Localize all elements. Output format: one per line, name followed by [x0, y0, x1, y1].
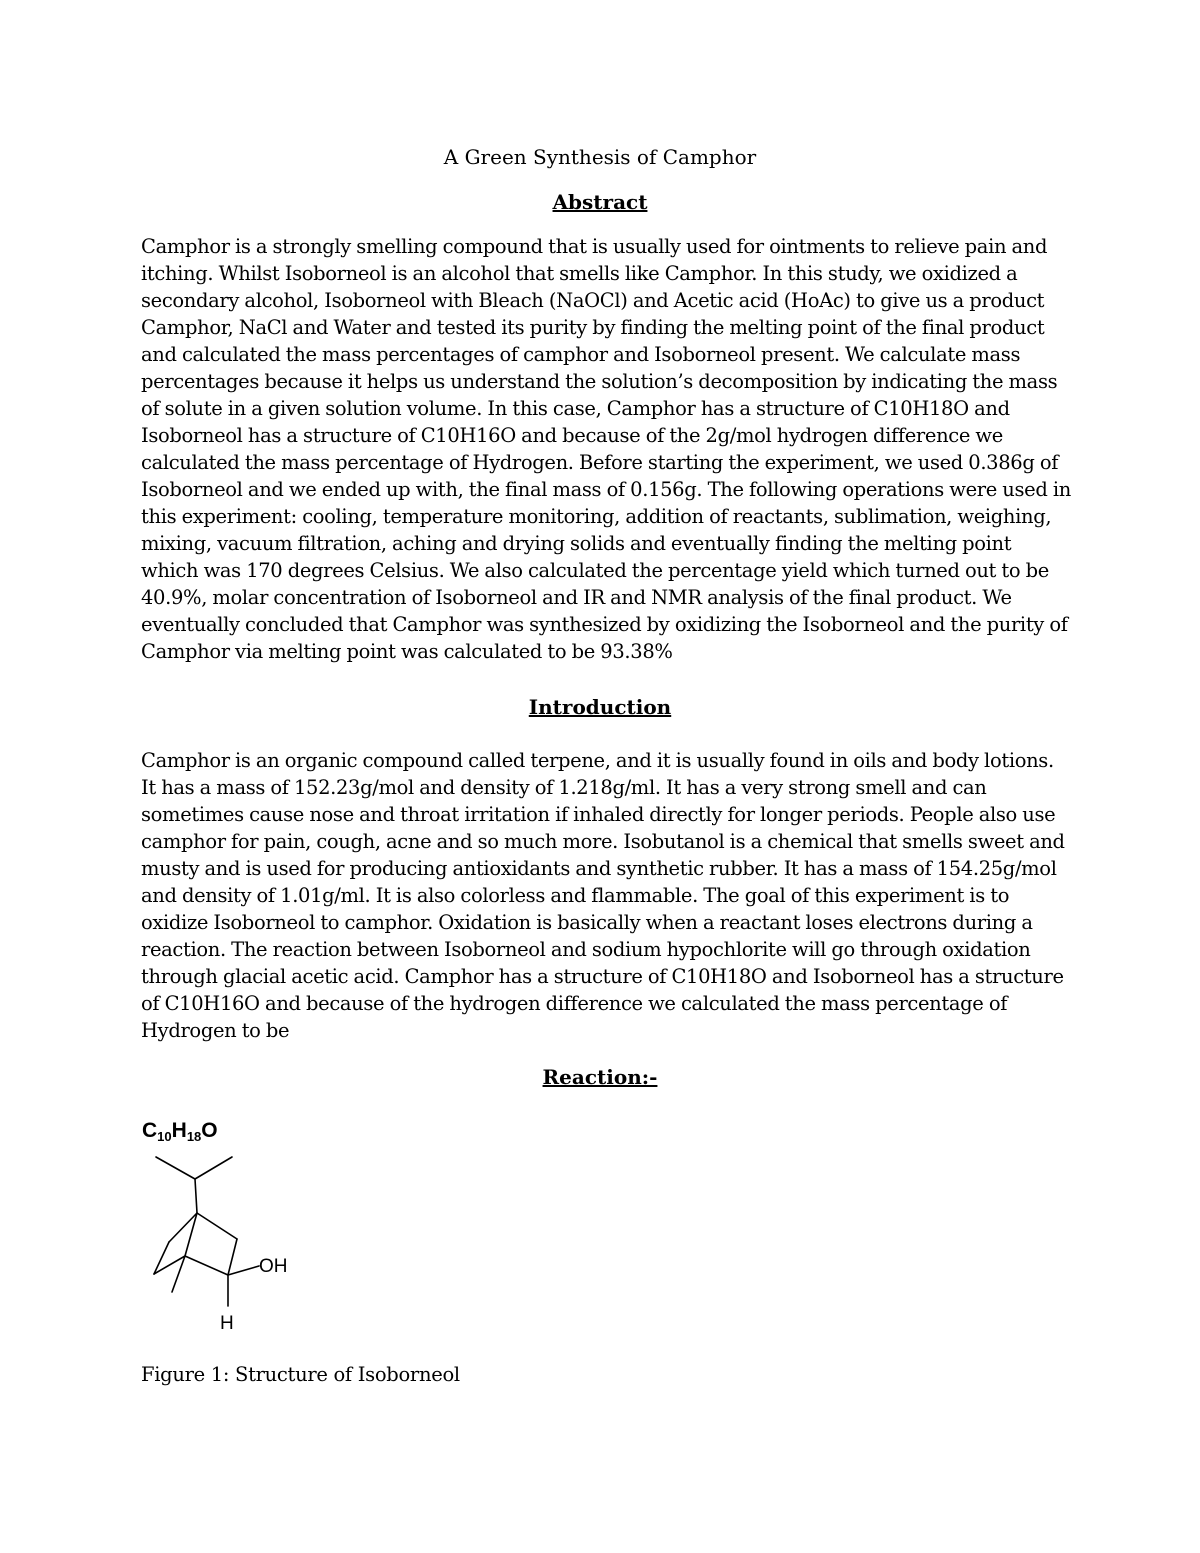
bond-hydroxyl	[228, 1266, 259, 1275]
formula-hydrogen: H	[171, 1119, 187, 1142]
isoborneol-structure-diagram	[140, 1148, 310, 1338]
bond-methyl-right	[195, 1157, 232, 1179]
bond-ring-right	[228, 1239, 237, 1275]
hydroxyl-label: OH	[259, 1256, 288, 1277]
bond-bridge-top	[195, 1179, 197, 1213]
bond-methyl-bottom	[172, 1256, 185, 1292]
reaction-heading: Reaction:-	[542, 1065, 658, 1089]
abstract-paragraph: Camphor is a strongly smelling compound that is usually used for ointments to relieve pain and itching. Whilst Isoborneol is an alcohol that smells like Camphor. In this study, we oxidized a secondary alcohol, Isoborneol with Bleach (NaOCl) and Acetic acid (HoAc) to give us a product Camphor, NaCl and Water and tested its purity by finding the melting point of the final product and calculated the mass percentages of camphor and Isoborneol present. We calculate mass percentages because it helps us understand the solution’s decomposition by indicating the mass of solute in a given solution volume. In this case, Camphor has a structure of C10H18O and Isoborneol has a structure of C10H16O and because of the 2g/mol hydrogen difference we calculated the mass percentage of Hydrogen. Before starting the experiment, we used 0.386g of Isoborneol and we ended up with, the final mass of 0.156g. The following operations were used in this experiment: cooling, temperature monitoring, addition of reactants, sublimation, weighing, mixing, vacuum filtration, aching and drying solids and eventually finding the melting point which was 170 degrees Celsius. We also calculated the percentage yield which turned out to be 40.9%, molar concentration of Isoborneol and IR and NMR analysis of the final product. We eventually concluded that Camphor was synthesized by oxidizing the Isoborneol and the purity of Camphor via melting point was calculated to be 93.38%	[141, 235, 1071, 663]
document-title: A Green Synthesis of Camphor	[443, 145, 757, 169]
bond-ring-bottom	[185, 1256, 228, 1275]
hydrogen-label: H	[220, 1313, 234, 1334]
bond-bridge-to-c2	[197, 1213, 237, 1239]
structure-bonds	[154, 1157, 259, 1306]
formula-oxygen: O	[201, 1119, 218, 1142]
figure-caption: Figure 1: Structure of Isoborneol	[141, 1363, 460, 1386]
formula-hydrogen-count: 18	[186, 1129, 202, 1144]
bond-methyl-left	[156, 1157, 195, 1179]
formula-carbon: C	[142, 1119, 158, 1142]
formula-carbon-count: 10	[157, 1129, 172, 1144]
introduction-paragraph: Camphor is an organic compound called terpene, and it is usually found in oils and body lotions. It has a mass of 152.23g/mol and density of 1.218g/ml. It has a very strong smell and can sometimes cause nose and throat irritation if inhaled directly for longer periods. People also use camphor for pain, cough, acne and so much more. Isobutanol is a chemical that smells sweet and musty and is used for producing antioxidants and synthetic rubber. It has a mass of 154.25g/mol and density of 1.01g/ml. It is also colorless and flammable. The goal of this experiment is to oxidize Isoborneol to camphor. Oxidation is basically when a reactant loses electrons during a reaction. The reaction between Isoborneol and sodium hypochlorite will go through oxidation through glacial acetic acid. Camphor has a structure of C10H18O and Isoborneol has a structure of C10H16O and because of the hydrogen difference we calculated the mass percentage of Hydrogen to be	[141, 749, 1065, 1042]
abstract-heading: Abstract	[552, 190, 648, 214]
introduction-heading: Introduction	[528, 695, 672, 719]
molecular-formula	[142, 1116, 218, 1152]
